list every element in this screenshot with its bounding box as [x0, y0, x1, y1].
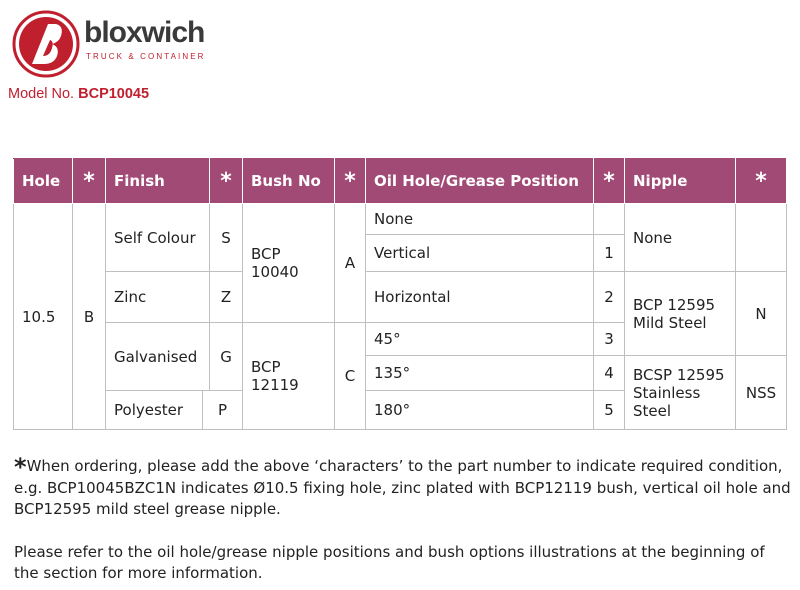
nipple-code: N	[736, 272, 787, 356]
bush-name: BCP 12119	[243, 323, 335, 430]
finish-code: S	[210, 204, 243, 272]
position-name: 180°	[366, 391, 594, 430]
nipple-name: None	[625, 204, 736, 272]
spec-table	[13, 158, 787, 430]
header-nipple: Nipple	[625, 159, 736, 204]
header-star: *	[736, 159, 787, 204]
nipple-name: BCSP 12595 Stainless Steel	[625, 356, 736, 430]
finish-cell	[106, 391, 243, 430]
hole-value: 10.5	[14, 204, 73, 430]
refer-note: Please refer to the oil hole/grease nipple positions and bush options illustrations at the beginning of the section for more information.	[14, 543, 765, 582]
finish-name: Galvanised	[106, 323, 210, 391]
header-star: *	[335, 159, 366, 204]
header-bush: Bush No	[243, 159, 335, 204]
position-name: Vertical	[366, 235, 594, 272]
position-code: 4	[594, 356, 625, 391]
table-row	[14, 272, 787, 296]
position-code	[594, 204, 625, 235]
bloxwich-logo-icon	[12, 10, 80, 78]
brand-tagline: TRUCK & CONTAINER	[86, 52, 206, 61]
finish-code: Z	[210, 272, 243, 323]
nipple-code: NSS	[736, 356, 787, 430]
header-star: *	[210, 159, 243, 204]
model-number	[8, 86, 149, 102]
position-name: 135°	[366, 356, 594, 391]
position-name: 45°	[366, 323, 594, 356]
finish-name: Self Colour	[106, 204, 210, 272]
bush-name: BCP 10040	[243, 204, 335, 323]
bush-code: A	[335, 204, 366, 323]
position-name: Horizontal	[366, 272, 594, 323]
finish-name: Zinc	[106, 272, 210, 323]
table-row	[14, 204, 787, 235]
header-hole: Hole	[14, 159, 73, 204]
ordering-note	[14, 453, 792, 520]
table-header-row	[14, 159, 787, 204]
position-code: 3	[594, 323, 625, 356]
model-value: BCP10045	[78, 86, 150, 102]
header-star: *	[594, 159, 625, 204]
position-code: 5	[594, 391, 625, 430]
header-position: Oil Hole/Grease Position	[366, 159, 594, 204]
finish-name: Polyester	[114, 401, 184, 419]
header-star: *	[73, 159, 106, 204]
brand-name: bloxwich	[84, 16, 205, 49]
note-star: *	[14, 453, 27, 481]
finish-code: G	[210, 323, 243, 391]
hole-code: B	[73, 204, 106, 430]
ordering-notes	[14, 453, 792, 584]
finish-code: P	[202, 391, 242, 429]
position-code: 1	[594, 235, 625, 272]
bush-code: C	[335, 323, 366, 430]
nipple-name: BCP 12595 Mild Steel	[625, 272, 736, 356]
header-finish: Finish	[106, 159, 210, 204]
position-name: None	[366, 204, 594, 235]
model-label: Model No.	[8, 86, 75, 102]
ordering-text: When ordering, please add the above ‘characters’ to the part number to indicate required condition, e.g. BCP10045BZC1N indicates Ø10.5 fixing hole, zinc plated with BCP12119 bush, vertical oil hole and BCP12595 mild steel grease nipple.	[14, 457, 791, 518]
nipple-code	[736, 204, 787, 272]
position-code: 2	[594, 272, 625, 323]
